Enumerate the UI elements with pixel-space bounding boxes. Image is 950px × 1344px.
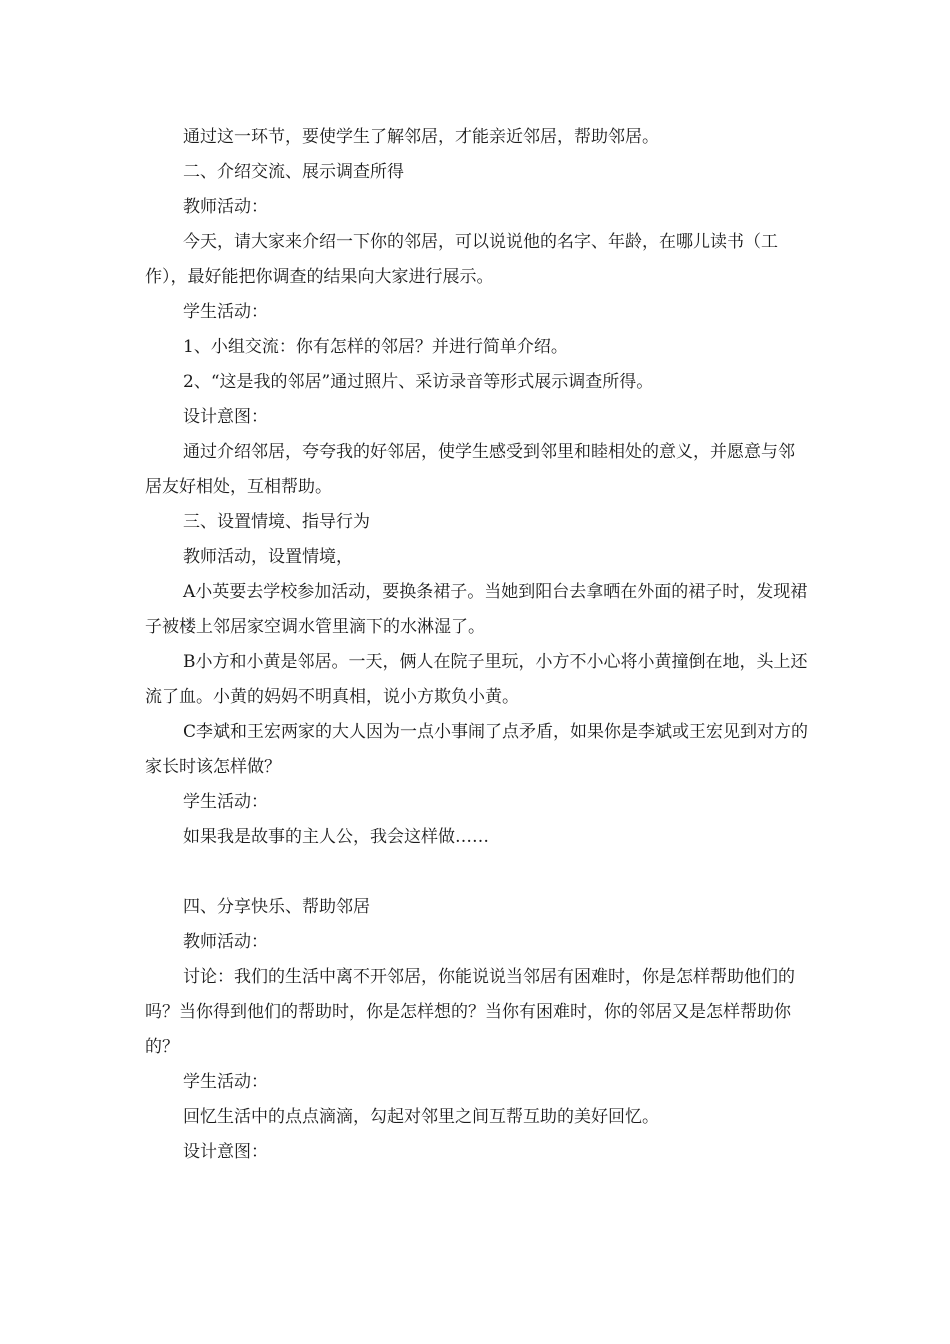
paragraph: 1、小组交流：你有怎样的邻居？并进行简单介绍。 (183, 337, 568, 357)
paragraph-label: 设计意图： (183, 1142, 268, 1162)
document-body (145, 120, 810, 1170)
paragraph: 回忆生活中的点点滴滴，勾起对邻里之间互帮互助的美好回忆。 (183, 1107, 659, 1127)
scenario-a: A小英要去学校参加活动，要换条裙子。当她到阳台去拿晒在外面的裙子时，发现裙子被楼上邻居家空调水管里滴下的水淋湿了。 (145, 582, 808, 637)
blank-line (145, 855, 810, 890)
paragraph: 讨论：我们的生活中离不开邻居，你能说说当邻居有困难时，你是怎样帮助他们的吗？当你得到他们的帮助时，你是怎样想的？当你有困难时，你的邻居又是怎样帮助你的？ (145, 967, 795, 1057)
section-heading-4: 四、分享快乐、帮助邻居 (183, 897, 370, 917)
paragraph-label: 学生活动： (183, 302, 268, 322)
section-heading-3: 三、设置情境、指导行为 (183, 512, 370, 532)
paragraph: 通过介绍邻居，夸夸我的好邻居，使学生感受到邻里和睦相处的意义，并愿意与邻居友好相处，互相帮助。 (145, 442, 795, 497)
paragraph-label: 学生活动： (183, 1072, 268, 1092)
paragraph-label: 学生活动： (183, 792, 268, 812)
scenario-b: B小方和小黄是邻居。一天，俩人在院子里玩，小方不小心将小黄撞倒在地，头上还流了血。小黄的妈妈不明真相，说小方欺负小黄。 (145, 652, 808, 707)
section-heading-2: 二、介绍交流、展示调查所得 (183, 162, 404, 182)
paragraph: 通过这一环节，要使学生了解邻居，才能亲近邻居，帮助邻居。 (183, 127, 659, 147)
paragraph-label: 设计意图： (183, 407, 268, 427)
paragraph-label: 教师活动，设置情境， (183, 547, 353, 567)
scenario-c: C李斌和王宏两家的大人因为一点小事闹了点矛盾，如果你是李斌或王宏见到对方的家长时该怎样做？ (145, 722, 809, 777)
paragraph: 如果我是故事的主人公，我会这样做…… (183, 827, 489, 847)
paragraph-label: 教师活动： (183, 197, 268, 217)
paragraph: 2、“这是我的邻居”通过照片、采访录音等形式展示调查所得。 (183, 372, 654, 392)
paragraph-label: 教师活动： (183, 932, 268, 952)
paragraph: 今天，请大家来介绍一下你的邻居，可以说说他的名字、年龄，在哪儿读书（工作），最好能把你调查的结果向大家进行展示。 (145, 232, 778, 287)
